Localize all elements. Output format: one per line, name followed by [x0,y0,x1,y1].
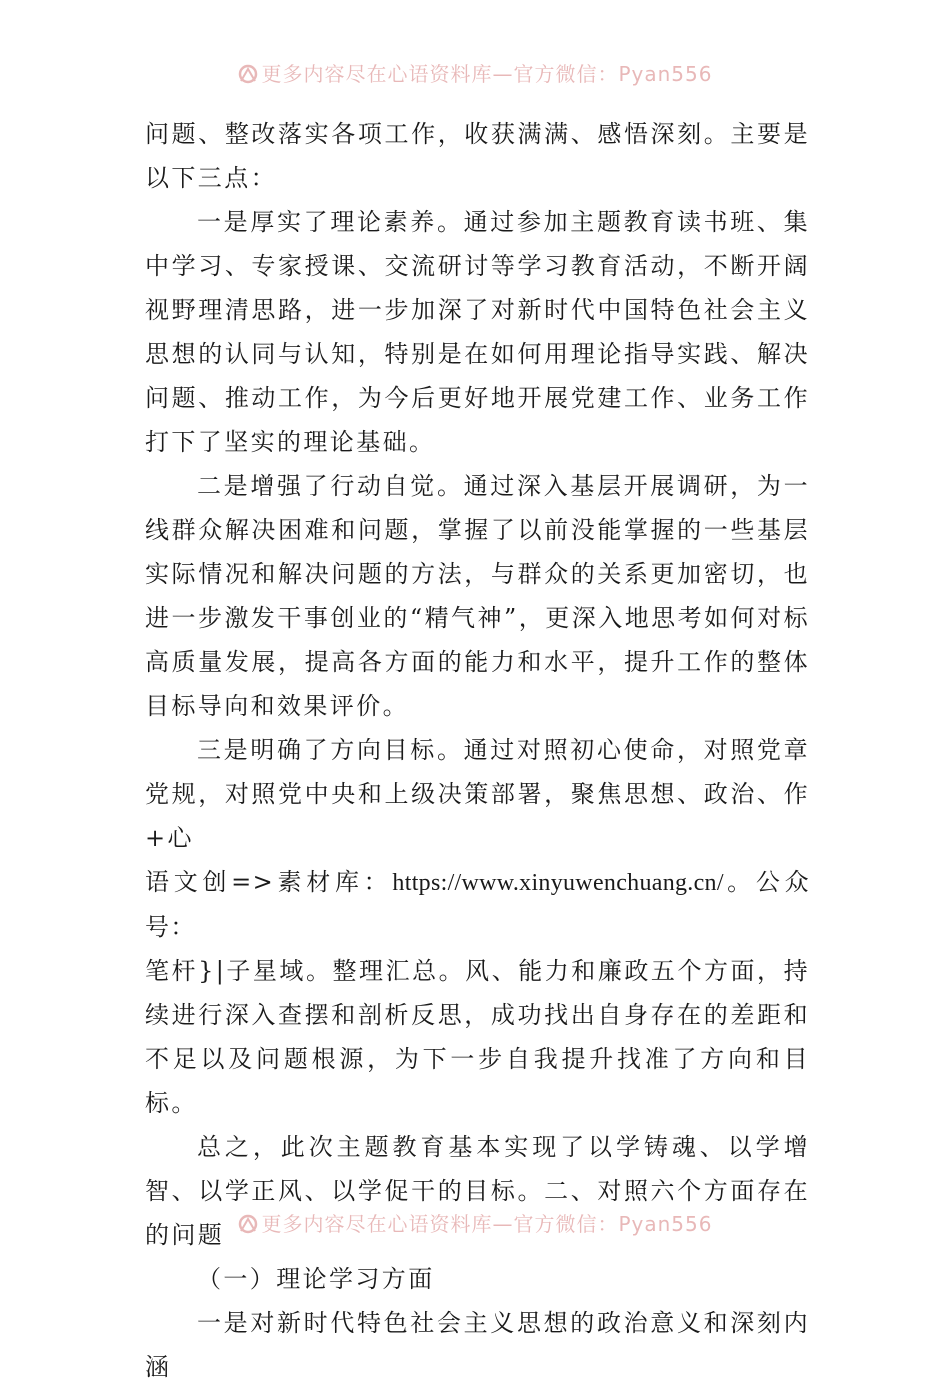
paragraph-intro-tail: 问题、整改落实各项工作，收获满满、感悟深刻。主要是以下三点： [145,120,810,192]
footer-watermark [0,1208,950,1237]
source-label: 语文创=>素材库： [145,868,393,896]
paragraph-point-two: 二是增强了行动自觉。通过深入基层开展调研，为一线群众解决困难和问题，掌握了以前没能掌握的一些基层实际情况和解决问题的方法，与群众的关系更加密切，也进一步激发干事创业的“精气神”，更深入地思考如何对标高质量发展，提高各方面的能力和水平，提升工作的整体目标导向和效果评价。 [145,472,810,720]
source-url-link[interactable]: https://www.xinyuwenchuang.cn/ [392,870,724,896]
watermark-text: 更多内容尽在心语资料库—官方微信：Pyan556 [261,1212,713,1236]
watermark-logo-icon [237,1213,259,1235]
paragraph-point-three: 三是明确了方向目标。通过对照初心使命，对照党章党规，对照党中央和上级决策部署，聚焦思想、政治、作+心 [145,736,810,852]
header-watermark [0,58,950,87]
paragraph-theory-one: 一是对新时代特色社会主义思想的政治意义和深刻内涵 [145,1309,810,1381]
source-suffix: 。公众号： [145,868,810,941]
paragraph-point-three-cont: 笔杆}|子星域。整理汇总。风、能力和廉政五个方面，持续进行深入查摆和剖析反思，成功找出自身存在的差距和不足以及问题根源，为下一步自我提升找准了方向和目标。 [145,957,810,1117]
document-body [145,112,810,1389]
watermark-text: 更多内容尽在心语资料库—官方微信：Pyan556 [261,62,713,86]
paragraph-source-line [145,860,810,949]
paragraph-point-one: 一是厚实了理论素养。通过参加主题教育读书班、集中学习、专家授课、交流研讨等学习教育活动，不断开阔视野理清思路，进一步加深了对新时代中国特色社会主义思想的认同与认知，特别是在如何用理论指导实践、解决问题、推动工作，为今后更好地开展党建工作、业务工作打下了坚实的理论基础。 [145,208,810,456]
paragraph-summary: 总之，此次主题教育基本实现了以学铸魂、以学增智、以学正风、以学促干的目标。二、对照六个方面存在的问题 [145,1133,810,1249]
section-heading-theory: （一）理论学习方面 [197,1265,435,1293]
watermark-logo-icon [237,63,259,85]
